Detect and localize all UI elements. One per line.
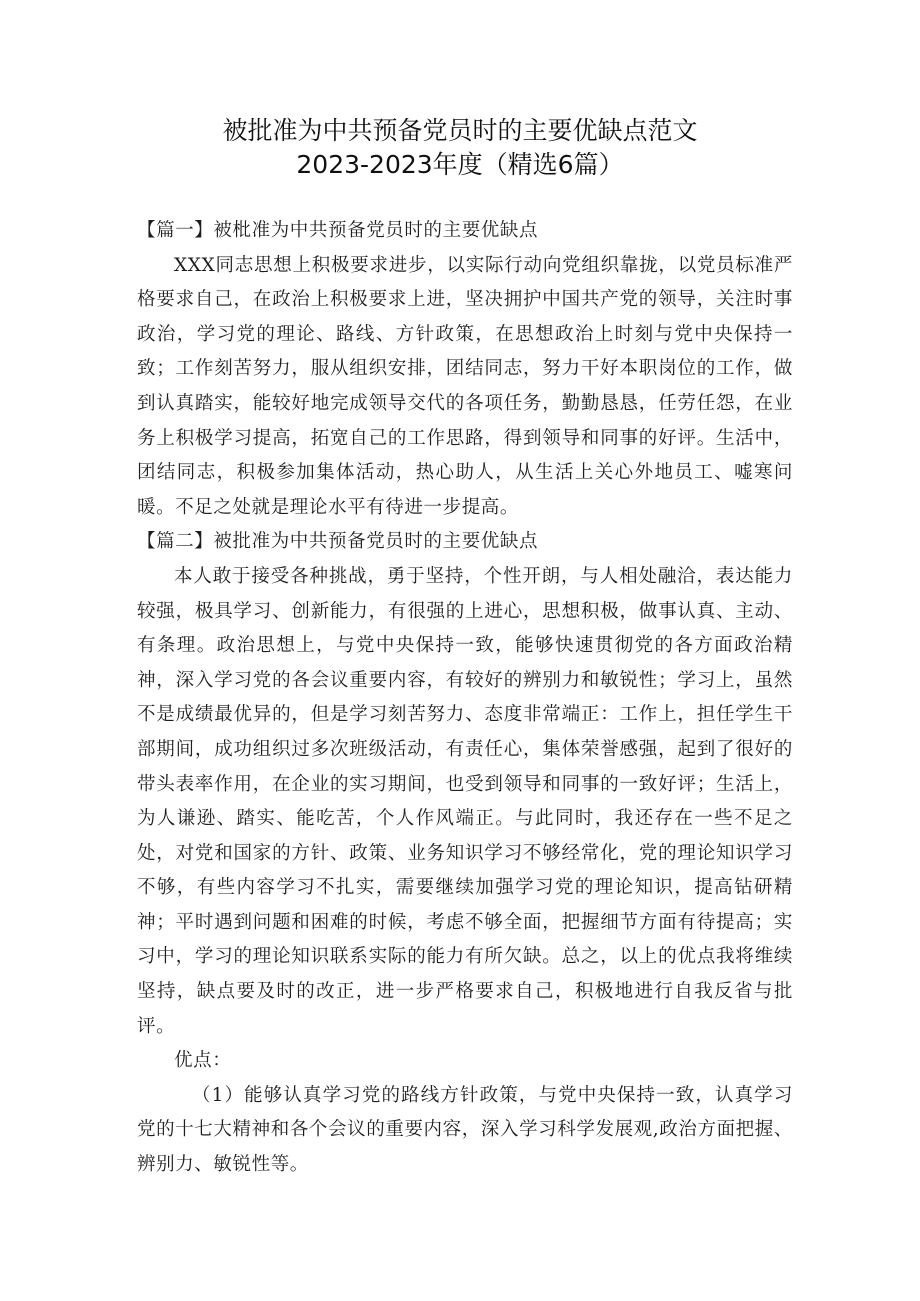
document-title: 被批准为中共预备党员时的主要优缺点范文 — [222, 116, 698, 145]
section-heading-2: 【篇二】被批准为中共预备党员时的主要优缺点 — [137, 531, 539, 553]
document-subtitle: 2023-2023年度（精选6篇） — [296, 150, 624, 179]
advantage-item-1: （1）能够认真学习党的路线方针政策，与党中央保持一致，认真学习党的十七大精神和各个会议的重要内容，深入学习科学发展观,政治方面把握、辨别力、敏锐性等。 — [137, 1084, 793, 1176]
section-paragraph-1: XXX同志思想上积极要求进步，以实际行动向党组织靠拢，以党员标准严格要求自己，在政治上积极要求上进，坚决拥护中国共产党的领导，关注时事政治，学习党的理论、路线、方针政策，在思想政治上时刻与党中央保持一致；工作刻苦努力，服从组织安排，团结同志，努力干好本职岗位的工作，做到认真踏实，能较好地完成领导交代的各项任务，勤勤恳恳，任劳任怨，在业务上积极学习提高，拓宽自己的工作思路，得到领导和同事的好评。生活中，团结同志，积极参加集体活动，热心助人，从生活上关心外地员工、嘘寒问暖。不足之处就是理论水平有待进一步提高。 — [137, 254, 793, 518]
section-paragraph-2: 本人敢于接受各种挑战，勇于坚持，个性开朗，与人相处融洽，表达能力较强，极具学习、创新能力，有很强的上进心，思想积极，做事认真、主动、有条理。政治思想上，与党中央保持一致，能够快速贯彻党的各方面政治精神，深入学习党的各会议重要内容，有较好的辨别力和敏锐性；学习上，虽然不是成绩最优异的，但是学习刻苦努力、态度非常端正：工作上，担任学生干部期间，成功组织过多次班级活动，有责任心，集体荣誉感强，起到了很好的带头表率作用，在企业的实习期间，也受到领导和同事的一致好评；生活上，为人谦逊、踏实、能吃苦，个人作风端正。与此同时，我还存在一些不足之处，对党和国家的方针、政策、业务知识学习不够经常化，党的理论知识学习不够，有些内容学习不扎实，需要继续加强学习党的理论知识，提高钻研精神；平时遇到问题和困难的时候，考虑不够全面，把握细节方面有待提高；实习中，学习的理论知识联系实际的能力有所欠缺。总之，以上的优点我将维续坚持，缺点要及时的改正，进一步严格要求自己，积极地进行自我反省与批评。 — [137, 565, 793, 1037]
section-heading-1: 【篇一】被枇准为中共预备党员时的主要优缺点 — [137, 220, 539, 241]
document-body — [137, 214, 793, 1183]
advantages-label: 优点： — [174, 1050, 232, 1072]
